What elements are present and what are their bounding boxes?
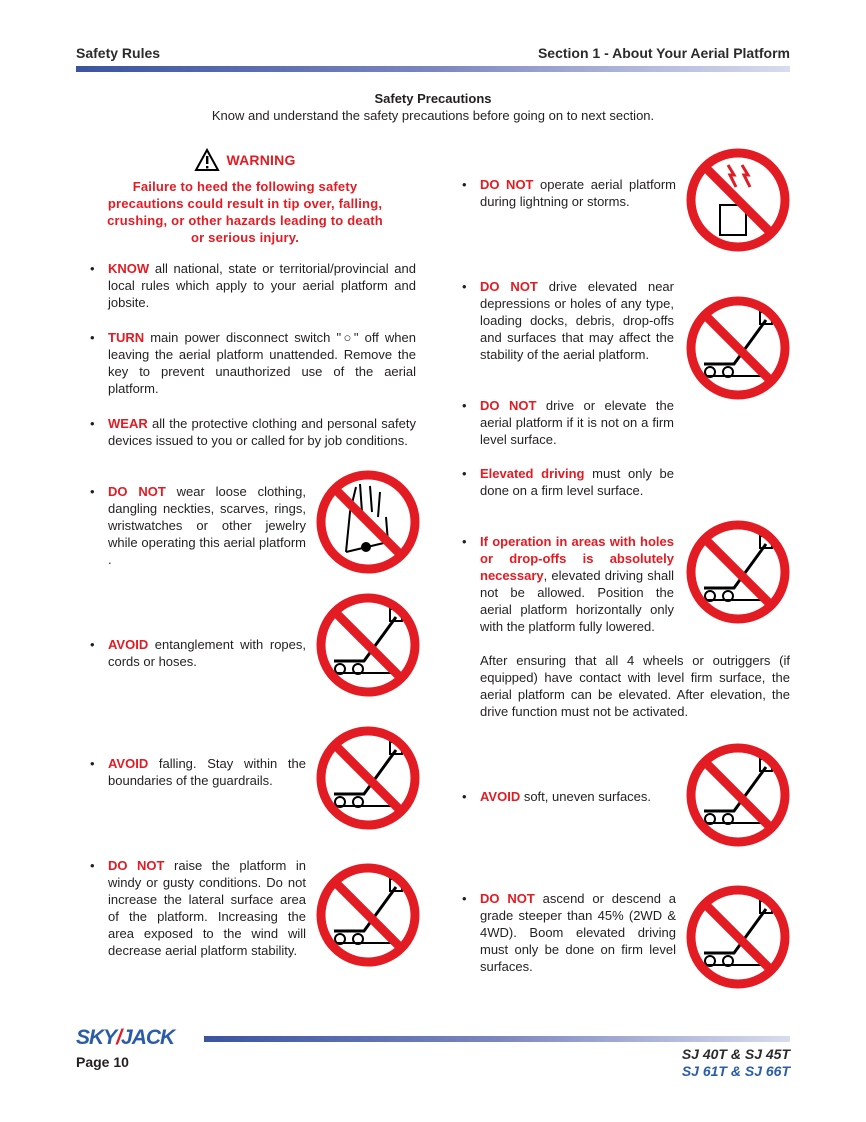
list-item: • KNOW all national, state or territorial/provincial and local rules which apply to your aerial platform and jobsite. bbox=[90, 261, 416, 310]
header-chapter-title: Section 1 - About Your Aerial Platform bbox=[537, 45, 790, 61]
list-item: • DO NOT ascend or descend a grade steeper than 45% (2WD & 4WD). Boom elevated driving must only be done on firm level surfaces. bbox=[462, 891, 676, 974]
prohibition-lightning-icon bbox=[684, 146, 792, 259]
prohibition-boom-icon bbox=[684, 741, 792, 854]
list-item: • DO NOT operate aerial platform during lightning or storms. bbox=[462, 177, 676, 209]
skyjack-logo: SKY/JACK bbox=[76, 1026, 175, 1049]
header-section-label: Safety Rules bbox=[76, 45, 161, 61]
list-item: • DO NOT drive elevated near depressions or holes of any type, loading docks, debris, drop-offs and surfaces that may affect the stability of the aerial platform. bbox=[462, 279, 674, 362]
page-subtitle: Know and understand the safety precautions before going on to next section. bbox=[211, 108, 655, 123]
list-item: • Elevated driving must only be done on a firm level surface. bbox=[462, 466, 674, 498]
footer-divider bbox=[204, 1036, 790, 1042]
prohibition-boom-icon bbox=[684, 883, 792, 996]
warning-triangle-icon bbox=[194, 148, 220, 172]
prohibition-boom-icon bbox=[684, 294, 792, 407]
list-item: • AVOID entanglement with ropes, cords or hoses. bbox=[90, 637, 306, 669]
prohibition-boom-icon bbox=[684, 518, 792, 631]
list-item: • WEAR all the protective clothing and personal safety devices issued to you or called for by job conditions. bbox=[90, 416, 416, 448]
warning-text: Failure to heed the following safety precautions could result in tip over, falling, crushing, or other hazards leading to death or serious injury. bbox=[107, 179, 383, 245]
warning-block bbox=[100, 148, 390, 246]
page-number: Page 10 bbox=[76, 1054, 129, 1070]
prohibition-boom-icon bbox=[314, 861, 422, 974]
prohibition-boom-icon bbox=[314, 591, 422, 704]
model-line-2: SJ 61T & SJ 66T bbox=[681, 1063, 790, 1079]
list-item: • AVOID soft, uneven surfaces. bbox=[462, 789, 652, 804]
list-item: • DO NOT wear loose clothing, dangling neckties, scarves, rings, wristwatches or other jewelry while operating this aerial platform . bbox=[90, 484, 306, 567]
model-line-1: SJ 40T & SJ 45T bbox=[681, 1046, 790, 1062]
list-item: • TURN main power disconnect switch "○" off when leaving the aerial platform unattended. Remove the key to prevent unauthorized use of the aerial platform. bbox=[90, 330, 416, 396]
page-title: Safety Precautions bbox=[374, 91, 492, 106]
list-item: • DO NOT raise the platform in windy or gusty conditions. Do not increase the lateral surface area of the platform. Increasing the area exposed to the wind will decrease aerial platform stability. bbox=[90, 858, 306, 958]
list-item: • AVOID falling. Stay within the boundaries of the guardrails. bbox=[90, 756, 306, 788]
list-item: • If operation in areas with holes or drop-offs is absolutely necessary, elevated driving shall not be allowed. Position the aerial platform horizontally only with the platform fully lowered. bbox=[462, 534, 674, 634]
prohibition-boom-icon bbox=[314, 724, 422, 837]
paragraph-after-elevation: After ensuring that all 4 wheels or outriggers (if equipped) have contact with level firm surface, the aerial platform can be elevated. After elevation, the drive function must not be activated. bbox=[480, 653, 790, 719]
warning-label: WARNING bbox=[226, 151, 296, 168]
prohibition-hand-icon bbox=[314, 468, 422, 581]
list-item: • DO NOT drive or elevate the aerial platform if it is not on a firm level surface. bbox=[462, 398, 674, 447]
header-divider bbox=[76, 66, 790, 72]
